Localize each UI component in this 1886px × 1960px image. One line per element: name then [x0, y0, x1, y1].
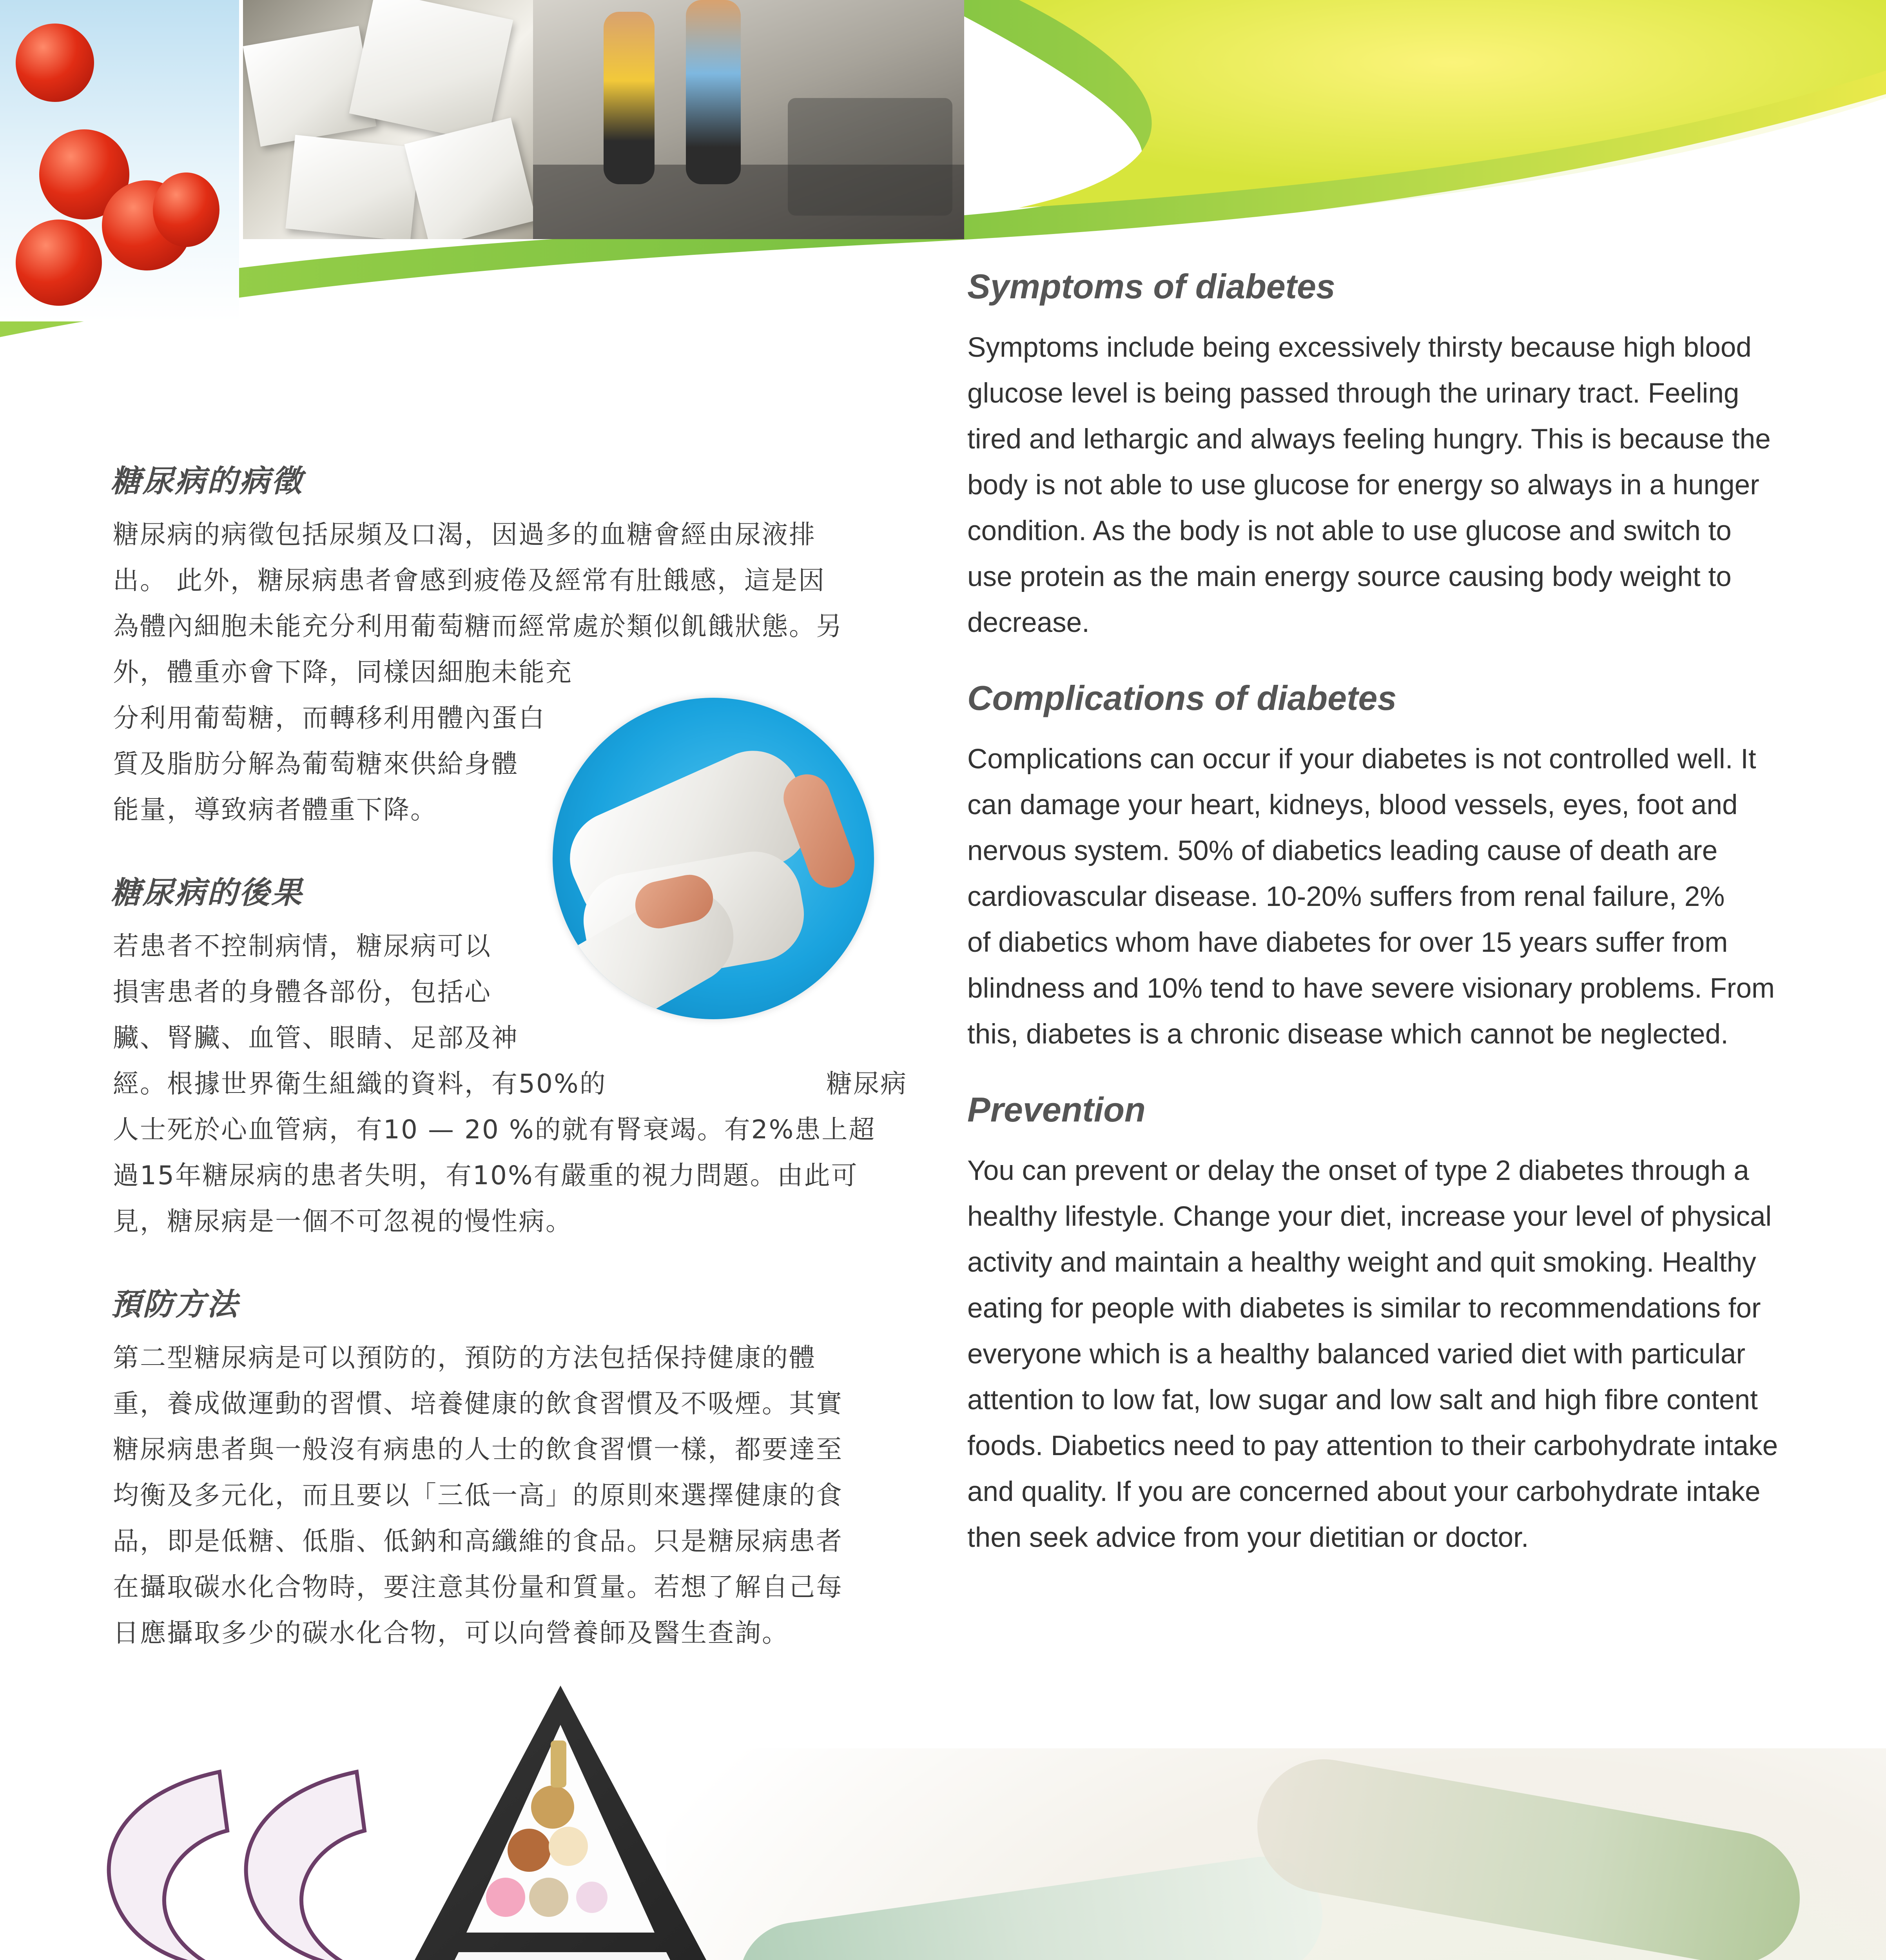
paragraph-en-complications: [967, 736, 1775, 1057]
text-line: 品，即是低糖、低脂、低鈉和高纖維的食品。只是糖尿病患者: [113, 1526, 843, 1556]
text-line: everyone which is a healthy balanced varied diet with particular: [967, 1339, 1746, 1370]
text-line: body is not able to use glucose for energy so always in a hunger: [967, 470, 1759, 501]
text-line: 臟、腎臟、血管、眼睛、足部及神: [113, 1023, 519, 1053]
text-line: can damage your heart, kidneys, blood vessels, eyes, foot and: [967, 789, 1738, 820]
text-line: Complications can occur if your diabetes is not controlled well. It: [967, 744, 1756, 775]
text-line-tail: 糖尿病: [826, 1069, 907, 1099]
text-line: cardiovascular disease. 10-20% suffers from renal failure, 2%: [967, 881, 1725, 912]
heading-en-complications: Complications of diabetes: [967, 679, 1397, 717]
text-line: healthy lifestyle. Change your diet, increase your level of physical: [967, 1201, 1772, 1232]
paragraph-en-prevention: [967, 1148, 1778, 1561]
text-line: 質及脂肪分解為葡萄糖來供給身體: [113, 749, 519, 779]
gym-photo: [533, 0, 964, 239]
text-line: this, diabetes is a chronic disease which cannot be neglected.: [967, 1019, 1728, 1050]
text-line: attention to low fat, low sugar and low salt and high fibre content: [967, 1385, 1758, 1416]
text-line: 為體內細胞未能充分利用葡萄糖而經常處於類似飢餓狀態。另: [113, 611, 843, 641]
paragraph-cn-prevention: [113, 1335, 843, 1656]
text-line: blindness and 10% tend to have severe visionary problems. From: [967, 973, 1775, 1004]
text-line: of diabetics whom have diabetes for over 15 years suffer from: [967, 927, 1728, 958]
text-line: 過15年糖尿病的患者失明，有10%有嚴重的視力問題。由此可: [113, 1160, 858, 1191]
food-pyramid: [129, 1678, 992, 1960]
text-line: 人士死於心血管病，有10 — 20 %的就有腎衰竭。有2%患上超: [113, 1114, 876, 1145]
text-line: 均衡及多元化，而且要以「三低一高」的原則來選擇健康的食: [113, 1480, 843, 1510]
heading-cn-complications: 糖尿病的後果: [111, 875, 304, 911]
text-line: activity and maintain a healthy weight and quit smoking. Healthy: [967, 1247, 1756, 1278]
text-line: use protein as the main energy source causing body weight to: [967, 561, 1732, 592]
text-line: then seek advice from your dietitian or doctor.: [967, 1522, 1529, 1553]
top-banner: [0, 0, 1886, 337]
heading-cn-prevention: 預防方法: [111, 1287, 239, 1322]
tofu-photo: [243, 0, 533, 239]
text-line: 日應攝取多少的碳水化合物，可以向營養師及醫生查詢。: [113, 1618, 789, 1648]
text-line: 糖尿病患者與一般沒有病患的人士的飲食習慣一樣，都要達至: [113, 1434, 843, 1465]
text-line: 損害患者的身體各部份，包括心: [113, 977, 491, 1007]
text-line: 能量，導致病者體重下降。: [113, 795, 437, 825]
heading-cn-symptoms: 糖尿病的病徵: [111, 464, 304, 499]
text-line: 外，體重亦會下降，同樣因細胞未能充: [113, 657, 573, 687]
paragraph-en-symptoms: [967, 325, 1771, 646]
heading-en-symptoms: Symptoms of diabetes: [967, 267, 1335, 306]
text-line: 第二型糖尿病是可以預防的，預防的方法包括保持健康的體: [113, 1343, 816, 1373]
text-line: 分利用葡萄糖，而轉移利用體內蛋白: [113, 703, 546, 733]
text-line: 糖尿病的病徵包括尿頻及口渴，因過多的血糖會經由尿液排: [113, 519, 816, 550]
text-line: 重，養成做運動的習慣、培養健康的飲食習慣及不吸煙。其實: [113, 1388, 843, 1419]
text-line: 若患者不控制病情，糖尿病可以: [113, 931, 491, 961]
text-line: and quality. If you are concerned about your carbohydrate intake: [967, 1476, 1761, 1507]
text-line: 在攝取碳水化合物時，要注意其份量和質量。若想了解自己每: [113, 1572, 843, 1602]
text-line: tired and lethargic and always feeling hungry. This is because the: [967, 424, 1771, 455]
text-line: Symptoms include being excessively thirsty because high blood: [967, 332, 1752, 363]
text-line: 見，糖尿病是一個不可忽視的慢性病。: [113, 1206, 573, 1236]
text-line: condition. As the body is not able to use glucose and switch to: [967, 515, 1732, 546]
bandaged-hand-photo: [553, 698, 874, 1019]
text-line: 出。 此外，糖尿病患者會感到疲倦及經常有肚餓感，這是因: [113, 565, 825, 595]
text-line: decrease.: [967, 607, 1090, 638]
tomato-photo: [0, 0, 239, 321]
text-line: You can prevent or delay the onset of type 2 diabetes through a: [967, 1155, 1749, 1186]
text-line: eating for people with diabetes is similar to recommendations for: [967, 1293, 1761, 1324]
text-line: nervous system. 50% of diabetics leading cause of death are: [967, 835, 1718, 866]
text-line: 經。根據世界衛生組織的資料，有50%的: [113, 1069, 607, 1099]
bottom-illustration: [0, 1678, 1886, 1960]
text-line: foods. Diabetics need to pay attention to their carbohydrate intake: [967, 1430, 1778, 1461]
heading-en-prevention: Prevention: [967, 1090, 1146, 1129]
text-line: glucose level is being passed through the urinary tract. Feeling: [967, 378, 1739, 409]
